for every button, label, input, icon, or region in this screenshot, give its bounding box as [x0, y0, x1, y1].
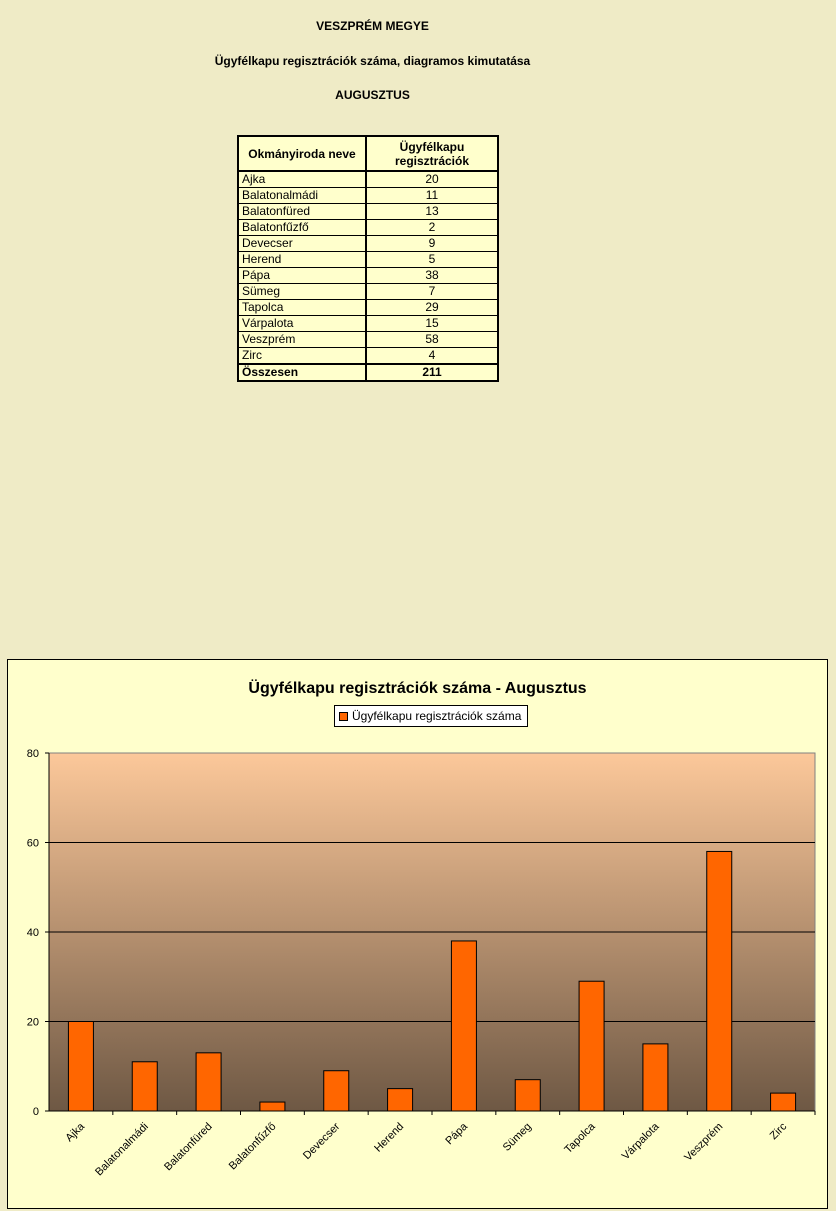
table-row [238, 236, 498, 252]
x-tick-label: Tapolca [562, 1120, 598, 1156]
x-tick-label: Herend [372, 1120, 407, 1155]
total-value: 211 [366, 364, 498, 381]
office-name: Ajka [238, 171, 366, 188]
total-label: Összesen [238, 364, 366, 381]
x-tick-label: Veszprém [682, 1120, 726, 1164]
registration-count: 11 [366, 188, 498, 204]
month-title: AUGUSZTUS [335, 88, 410, 102]
table-row [238, 348, 498, 365]
registration-count: 38 [366, 268, 498, 284]
office-name: Balatonfűzfő [238, 220, 366, 236]
county-title: VESZPRÉM MEGYE [316, 19, 429, 33]
registration-count: 15 [366, 316, 498, 332]
legend-swatch [339, 712, 348, 721]
office-name: Zirc [238, 348, 366, 365]
registration-count: 7 [366, 284, 498, 300]
x-tick-label: Zirc [767, 1120, 790, 1143]
registration-count: 4 [366, 348, 498, 365]
x-tick-label: Sümeg [500, 1120, 534, 1154]
total-row [238, 364, 498, 381]
x-tick-label: Pápa [443, 1120, 471, 1148]
table-row [238, 316, 498, 332]
registration-count: 5 [366, 252, 498, 268]
chart-area [7, 659, 828, 1209]
table-row [238, 252, 498, 268]
col-header-office: Okmányiroda neve [238, 136, 366, 171]
registration-table [237, 135, 499, 382]
registration-count: 9 [366, 236, 498, 252]
x-tick-label: Devecser [301, 1120, 343, 1162]
registration-count: 58 [366, 332, 498, 348]
table-row [238, 332, 498, 348]
registration-count: 29 [366, 300, 498, 316]
legend-label: Ügyfélkapu regisztrációk száma [352, 709, 522, 723]
office-name: Pápa [238, 268, 366, 284]
table-row [238, 171, 498, 188]
office-name: Várpalota [238, 316, 366, 332]
x-tick-label: Balatonalmádi [93, 1120, 151, 1179]
y-tick-label: 40 [26, 927, 39, 939]
report-subtitle: Ügyfélkapu regisztrációk száma, diagramos kimutatása [214, 54, 531, 68]
x-tick-label: Ajka [63, 1120, 88, 1145]
chart-legend [334, 705, 528, 727]
office-name: Tapolca [238, 300, 366, 316]
registration-count: 20 [366, 171, 498, 188]
office-name: Balatonalmádi [238, 188, 366, 204]
col-header-registrations [366, 136, 498, 171]
x-tick-label: Balatonfüred [162, 1120, 215, 1174]
col-header-line2: regisztrációk [394, 153, 470, 168]
col-header-line1: Ügyfélkapu [399, 139, 465, 154]
office-name: Sümeg [238, 284, 366, 300]
office-name: Herend [238, 252, 366, 268]
table-row [238, 204, 498, 220]
table-row [238, 284, 498, 300]
y-tick-label: 0 [32, 1106, 39, 1118]
office-name: Devecser [238, 236, 366, 252]
table-row [238, 220, 498, 236]
x-tick-label: Balatonfűzfő [226, 1120, 279, 1173]
table-row [238, 300, 498, 316]
x-tick-label: Várpalota [619, 1120, 662, 1163]
registration-count: 2 [366, 220, 498, 236]
table-row [238, 268, 498, 284]
office-name: Veszprém [238, 332, 366, 348]
office-name: Balatonfüred [238, 204, 366, 220]
registration-count: 13 [366, 204, 498, 220]
y-tick-label: 60 [26, 837, 39, 850]
table-row [238, 188, 498, 204]
chart-title: Ügyfélkapu regisztrációk száma - Augusztus [248, 680, 587, 697]
y-tick-label: 20 [26, 1016, 39, 1029]
y-tick-label: 80 [26, 748, 39, 760]
